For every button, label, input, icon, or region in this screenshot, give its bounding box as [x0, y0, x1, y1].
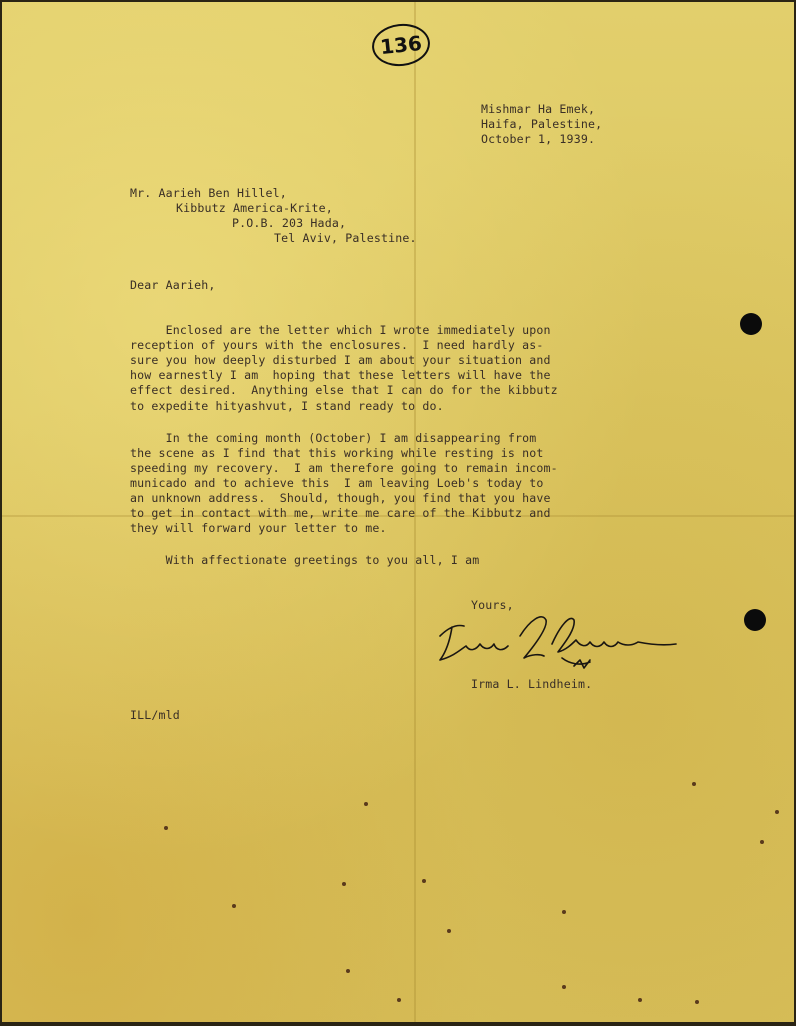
speck [775, 810, 779, 814]
paragraph-line: the scene as I find that this working while resting is not [130, 446, 544, 460]
recipient-line2: Kibbutz America-Krite, [176, 201, 333, 215]
complimentary-close: Yours, [471, 598, 514, 612]
paragraph-line: how earnestly I am hoping that these letters will have the [130, 368, 551, 382]
sender-address-line2: Haifa, Palestine, [481, 117, 603, 131]
letter-page [2, 2, 794, 1022]
recipient-name: Mr. Aarieh Ben Hillel, [130, 186, 287, 200]
punch-hole-bottom [744, 609, 766, 631]
paragraph-line: they will forward your letter to me. [130, 521, 387, 535]
paragraph-line: In the coming month (October) I am disappearing from [130, 431, 537, 445]
speck [397, 998, 401, 1002]
paragraph-line: effect desired. Anything else that I can do for the kibbutz [130, 383, 558, 397]
reference-initials: ILL/mld [130, 708, 180, 722]
paragraph-line: speeding my recovery. I am therefore going to remain incom- [130, 461, 558, 475]
speck [562, 910, 566, 914]
punch-hole-top [740, 313, 762, 335]
paragraph-line: to get in contact with me, write me care of the Kibbutz and [130, 506, 551, 520]
paragraph-line: reception of yours with the enclosures. I need hardly as- [130, 338, 544, 352]
paragraph-line: to expedite hityashvut, I stand ready to do. [130, 399, 444, 413]
paragraph-line: Enclosed are the letter which I wrote immediately upon [130, 323, 551, 337]
salutation: Dear Aarieh, [130, 278, 216, 292]
speck [342, 882, 346, 886]
speck [364, 802, 368, 806]
recipient-line4: Tel Aviv, Palestine. [274, 231, 417, 245]
speck [692, 782, 696, 786]
speck [695, 1000, 699, 1004]
speck [447, 929, 451, 933]
letter-date: October 1, 1939. [481, 132, 596, 146]
sender-address-line1: Mishmar Ha Emek, [481, 102, 596, 116]
paragraph-line: an unknown address. Should, though, you find that you have [130, 491, 551, 505]
paragraph-line: municado and to achieve this I am leaving Loeb's today to [130, 476, 544, 490]
speck [164, 826, 168, 830]
signer-name: Irma L. Lindheim. [471, 677, 593, 691]
paragraph-line: sure you how deeply disturbed I am about your situation and [130, 353, 551, 367]
closing-line: With affectionate greetings to you all, I am [130, 553, 480, 567]
speck [346, 969, 350, 973]
speck [760, 840, 764, 844]
speck [422, 879, 426, 883]
handwritten-signature [434, 606, 684, 676]
page-number-stamp: 136 [370, 21, 432, 69]
speck [232, 904, 236, 908]
speck [638, 998, 642, 1002]
speck [562, 985, 566, 989]
recipient-line3: P.O.B. 203 Hada, [232, 216, 347, 230]
